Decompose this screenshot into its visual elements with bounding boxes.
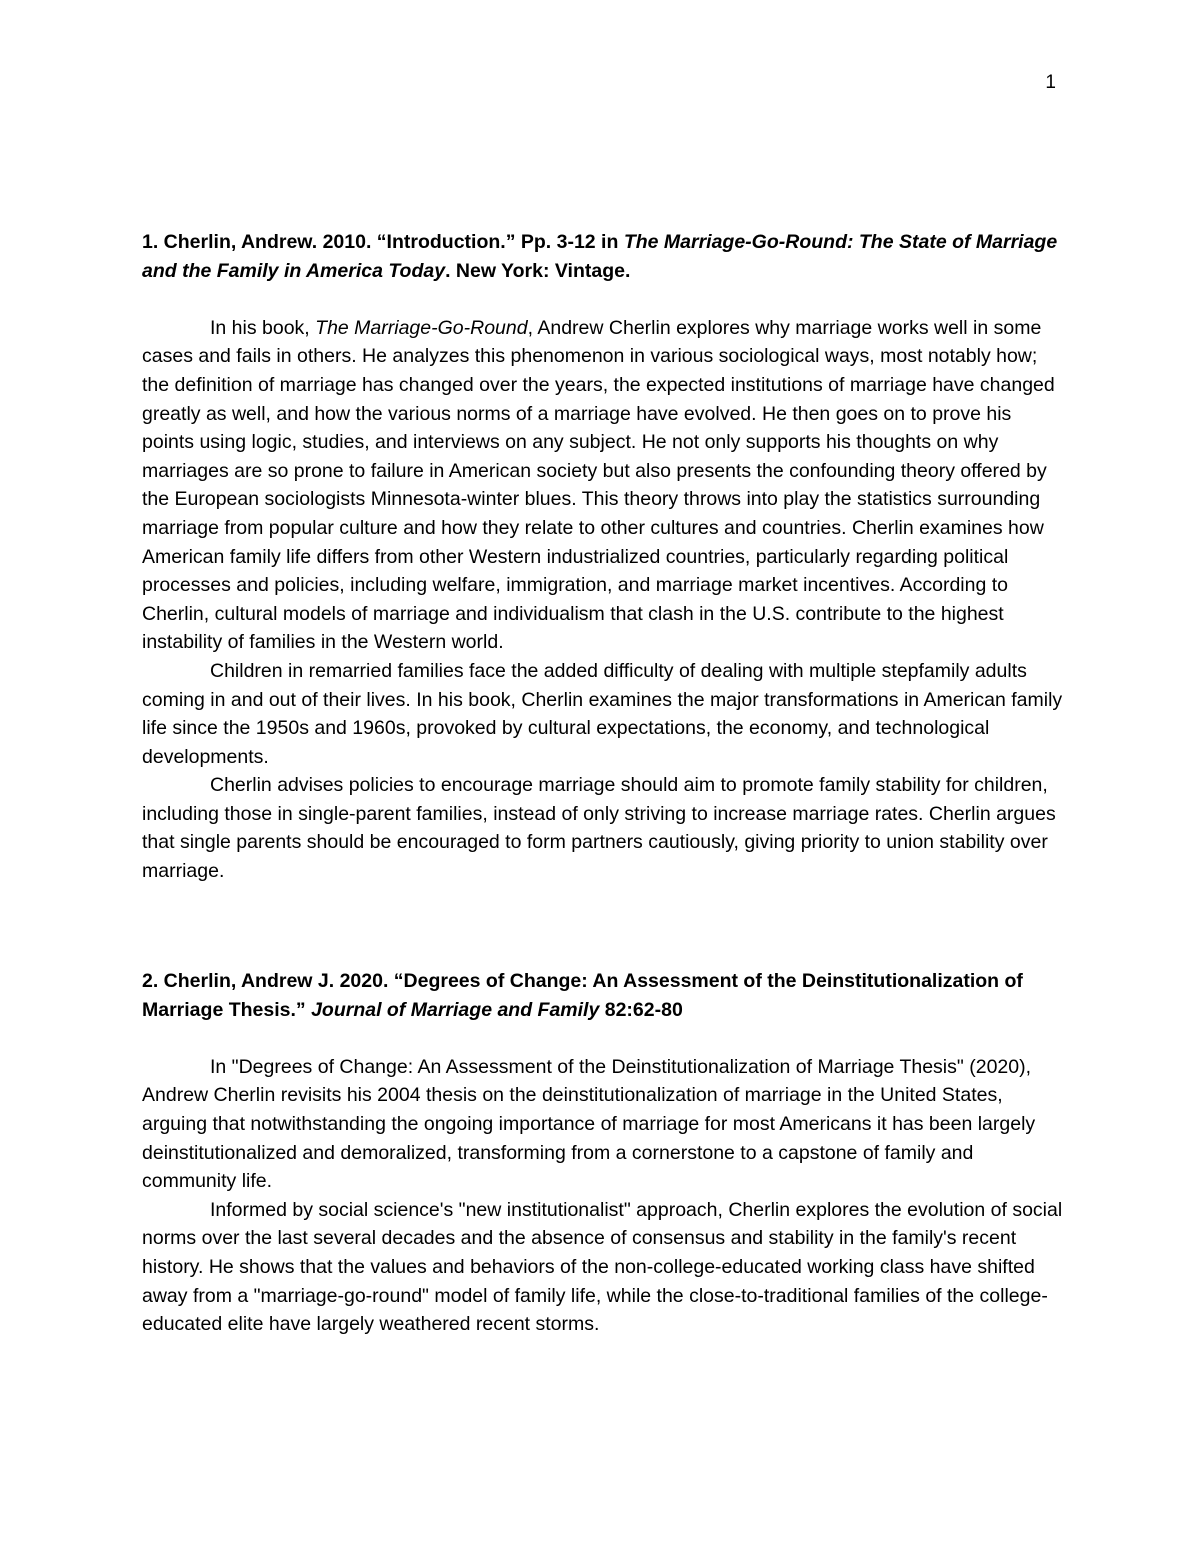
bibliography-entry-2 [142,967,1067,1339]
citation-2-journal-title: Journal of Marriage and Family [311,998,600,1021]
entry-2-paragraph-1: In "Degrees of Change: An Assessment of the Deinstitutionalization of Marriage Thesis" (2020), Andrew Cherlin revisits his 2004 thesis on the deinstitutionalization of marriage in the United States, arguing that notwithstanding the ongoing importance of marriage for most Americans it has been largely deinstitutionalized and demoralized, transforming from a cornerstone to a capstone of family and community life. [142,1055,1036,1193]
entry-1-paragraph-2: Children in remarried families face the added difficulty of dealing with multiple stepfamily adults coming in and out of their lives. In his book, Cherlin examines the major transformations in American family life since the 1950s and 1960s, provoked by cultural expectations, the economy, and technological developments. [142,659,1063,768]
citation-1-book-title: The Marriage-Go-Round: The State of Marriage and the Family in America Today [142,231,1058,282]
entry-2-paragraph-2: Informed by social science's "new institutionalist" approach, Cherlin explores the evolution of social norms over the last several decades and the absence of consensus and stability in the family's recent history. He shows that the values and behaviors of the non-college-educated working class have shifted away from a "marriage-go-round" model of family life, while the close-to-traditional families of the college-educated elite have largely weathered recent storms. [142,1198,1063,1336]
entry-1-paragraph-3: Cherlin advises policies to encourage marriage should aim to promote family stability for children, including those in single-parent families, instead of only striving to increase marriage rates. Cherlin argues that single parents should be encouraged to form partners cautiously, giving priority to union stability over marriage. [142,774,1056,883]
bibliography-entry-1 [142,228,1067,886]
citation-2 [142,967,1067,1024]
citation-1-prefix: 1. Cherlin, Andrew. 2010. “Introduction.” Pp. 3-12 in [142,231,624,253]
entry-1-paragraph-1 [142,314,1067,657]
paragraph-body: , Andrew Cherlin explores why marriage works well in some cases and fails in others. He analyzes this phenomenon in various sociological ways, most notably how; the definition of marriage has changed over the years, the expected institutions of marriage have changed greatly as well, and how the various norms of a marriage have evolved. He then goes on to prove his points using logic, studies, and interviews on any subject. He not only supports his thoughts on why marriages are so prone to failure in American society but also presents the confounding theory offered by the European sociologists Minnesota-winter blues. This theory throws into play the statistics surrounding marriage from popular culture and how they relate to other cultures and countries. Cherlin examines how American family life differs from other Western industrialized countries, particularly regarding political processes and policies, including welfare, immigration, and marriage market incentives. According to Cherlin, cultural models of marriage and individualism that clash in the U.S. contribute to the highest instability of families in the Western world. [142,316,1055,654]
book-title-inline: The Marriage-Go-Round [315,316,528,339]
citation-2-prefix: 2. Cherlin, Andrew J. 2020. “Degrees of Change: An Assessment of the Deinstitutionalization of Marriage Thesis.” [142,970,1023,1021]
page-number: 1 [1045,72,1056,93]
citation-2-suffix: 82:62-80 [599,998,683,1021]
citation-1 [142,228,1067,285]
paragraph-lead: In his book, [210,316,316,339]
citation-1-suffix: . New York: Vintage. [445,259,631,282]
